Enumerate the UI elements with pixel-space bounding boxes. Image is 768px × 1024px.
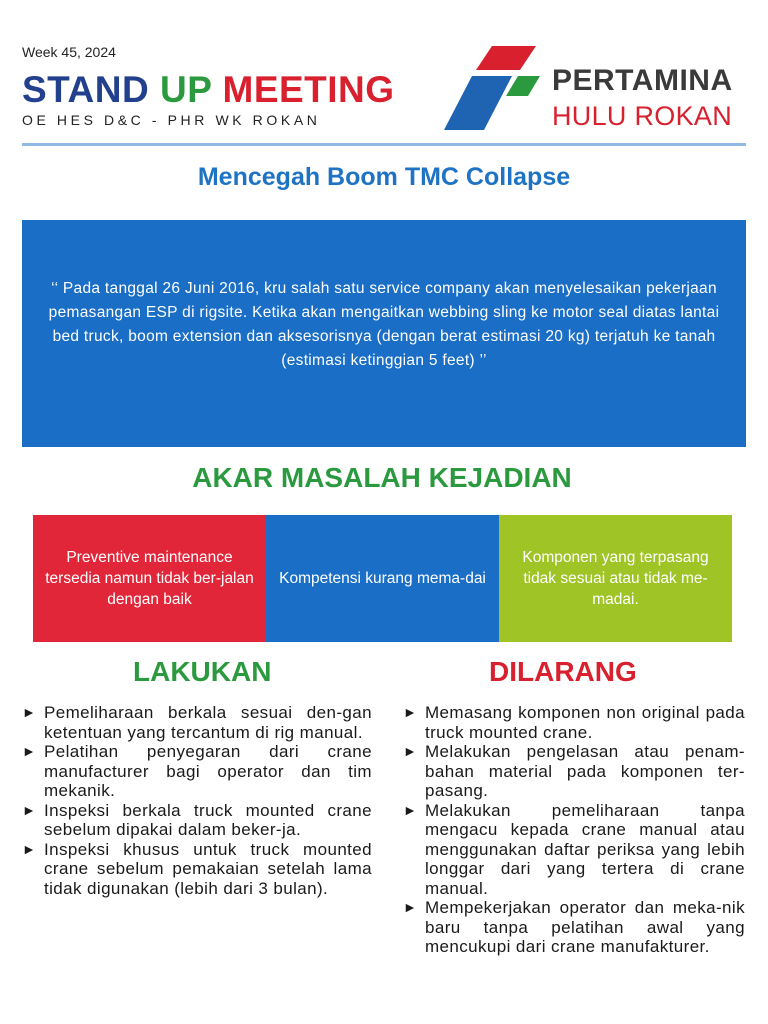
do-list-item — [22, 801, 372, 840]
header-divider — [22, 143, 746, 146]
do-list-item — [22, 703, 372, 742]
page-subtitle: OE HES D&C - PHR WK ROKAN — [22, 112, 321, 128]
bullet-arrow-icon: ► — [22, 801, 37, 818]
logo-company-unit: HULU ROKAN — [552, 101, 733, 131]
root-cause-text: Komponen yang terpasang tidak sesuai atau tidak me-madai. — [522, 549, 709, 608]
bullet-arrow-icon: ► — [403, 801, 418, 818]
dont-list-item — [403, 898, 745, 957]
bullet-arrow-icon: ► — [403, 899, 418, 915]
root-cause-card-maintenance — [33, 515, 266, 642]
title-word-up: UP — [159, 69, 212, 110]
bullet-arrow-icon: ► — [403, 743, 418, 759]
do-list-item — [22, 840, 372, 899]
logo-company-name: PERTAMINA — [552, 64, 733, 97]
do-list — [22, 703, 372, 898]
dont-item-text: Mempekerjakan operator dan meka-nik baru tanpa pelatihan awal yang mencukupi dari crane manufakturer. — [425, 898, 745, 956]
do-item-text: Inspeksi berkala truck mounted crane sebelum dipakai dalam beker-ja. — [44, 800, 372, 839]
bullet-arrow-icon: ► — [403, 704, 418, 720]
incident-text: ‘‘ Pada tanggal 26 Juni 2016, kru salah satu service company akan menyelesaikan pekerjaan pemasangan ESP di rigsite. Ketika akan mengaitkan webbing sling ke motor seal diatas lantai bed truck, boom extension dan aksesorisnya (dengan berat estimasi 20 kg) terjatuh ke tanah (estimasi ketinggian 5 feet) ’’ — [48, 279, 720, 369]
root-cause-heading: AKAR MASALAH KEJADIAN — [192, 462, 572, 493]
topic-heading: Mencegah Boom TMC Collapse — [197, 163, 571, 191]
bullet-arrow-icon: ► — [22, 743, 37, 759]
dont-item-text: Memasang komponen non original pada truck mounted crane. — [425, 703, 745, 742]
incident-description-box — [22, 220, 746, 447]
title-word-stand: STAND — [22, 69, 150, 110]
root-cause-text: Kompetensi kurang mema-dai — [279, 570, 486, 587]
root-cause-card-component — [499, 515, 732, 642]
do-item-text: Pelatihan penyegaran dari crane manufacturer bagi operator dan tim mekanik. — [44, 742, 372, 800]
do-item-text: Inspeksi khusus untuk truck mounted crane sebelum pemakaian setelah lama tidak digunakan (lebih dari 3 bulan). — [44, 839, 372, 898]
do-item-text: Pemeliharaan berkala sesuai den-gan ketentuan yang tercantum di rig manual. — [44, 703, 372, 742]
dont-heading: DILARANG — [489, 656, 637, 687]
dont-list-item — [403, 703, 745, 742]
dont-list-item — [403, 742, 745, 801]
dont-list-item — [403, 801, 745, 899]
root-cause-text: Preventive maintenance tersedia namun tidak ber-jalan dengan baik — [45, 549, 254, 608]
title-word-meeting: MEETING — [222, 69, 395, 110]
dont-item-text: Melakukan pengelasan atau penam-bahan material pada komponen ter-pasang. — [425, 742, 745, 800]
do-heading: LAKUKAN — [133, 656, 272, 687]
page-title — [22, 68, 395, 112]
bullet-arrow-icon: ► — [22, 840, 37, 857]
bullet-arrow-icon: ► — [22, 704, 37, 720]
root-cause-card-competence — [266, 515, 499, 642]
week-label: Week 45, 2024 — [22, 44, 116, 60]
dont-list — [403, 703, 745, 957]
dont-item-text: Melakukan pemeliharaan tanpa mengacu kepada crane manual atau menggunakan daftar periksa yang lebih longgar dari yang tertera di crane manual. — [425, 800, 745, 898]
do-list-item — [22, 742, 372, 801]
